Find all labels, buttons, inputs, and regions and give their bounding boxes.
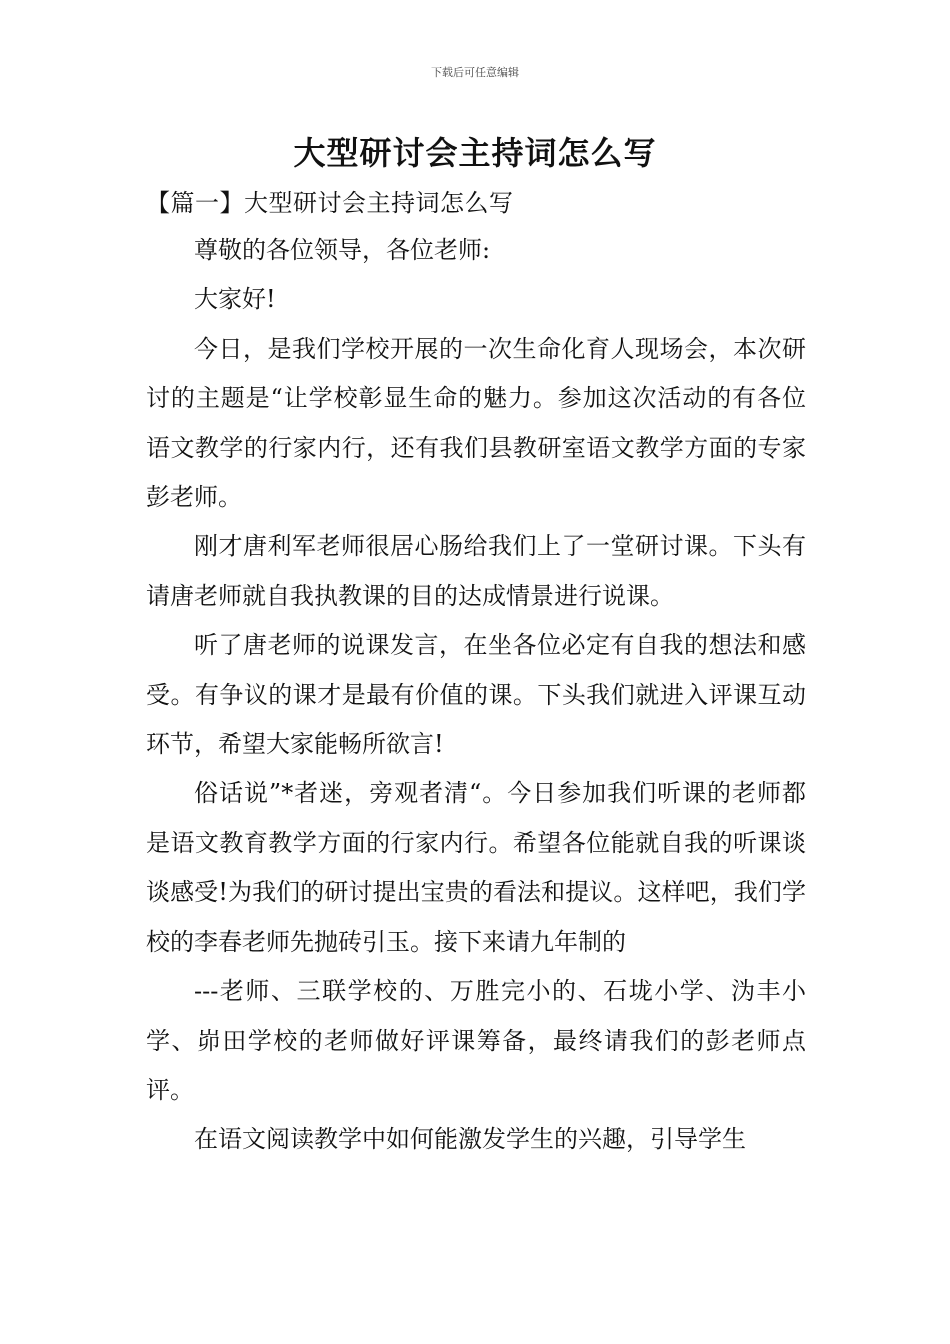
document-body xyxy=(146,226,806,1165)
paragraph: 大家好! xyxy=(194,285,276,314)
section-heading: 【篇一】大型研讨会主持词怎么写 xyxy=(146,189,514,217)
document-title: 大型研讨会主持词怎么写 xyxy=(293,134,657,172)
paragraph: 在语文阅读教学中如何能激发学生的兴趣，引导学生 xyxy=(194,1125,746,1154)
page-header-note: 下载后可任意编辑 xyxy=(431,66,519,79)
paragraph: 尊敬的各位领导，各位老师: xyxy=(194,236,491,264)
paragraph: ---老师、三联学校的、万胜完小的、石垅小学、沩丰小学、峁田学校的老师做好评课筹备，最终请我们的彭老师点评。 xyxy=(146,977,806,1104)
paragraph: 今日，是我们学校开展的一次生命化育人现场会，本次研讨的主题是“让学校彰显生命的魅力。参加这次活动的有各位语文教学的行家内行，还有我们县教研室语文教学方面的专家彭老师。 xyxy=(146,334,806,512)
paragraph: 听了唐老师的说课发言，在坐各位必定有自我的想法和感受。有争议的课才是最有价值的课。下头我们就进入评课互动环节，希望大家能畅所欲言! xyxy=(146,631,806,759)
paragraph: 刚才唐利军老师很居心肠给我们上了一堂研讨课。下头有请唐老师就自我执教课的目的达成情景进行说课。 xyxy=(146,532,806,610)
paragraph: 俗话说”*者迷，旁观者清“。今日参加我们听课的老师都是语文教育教学方面的行家内行。希望各位能就自我的听课谈谈感受!为我们的研讨提出宝贵的看法和提议。这样吧，我们学校的李春老师先抛砖引玉。接下来请九年制的 xyxy=(146,779,806,956)
